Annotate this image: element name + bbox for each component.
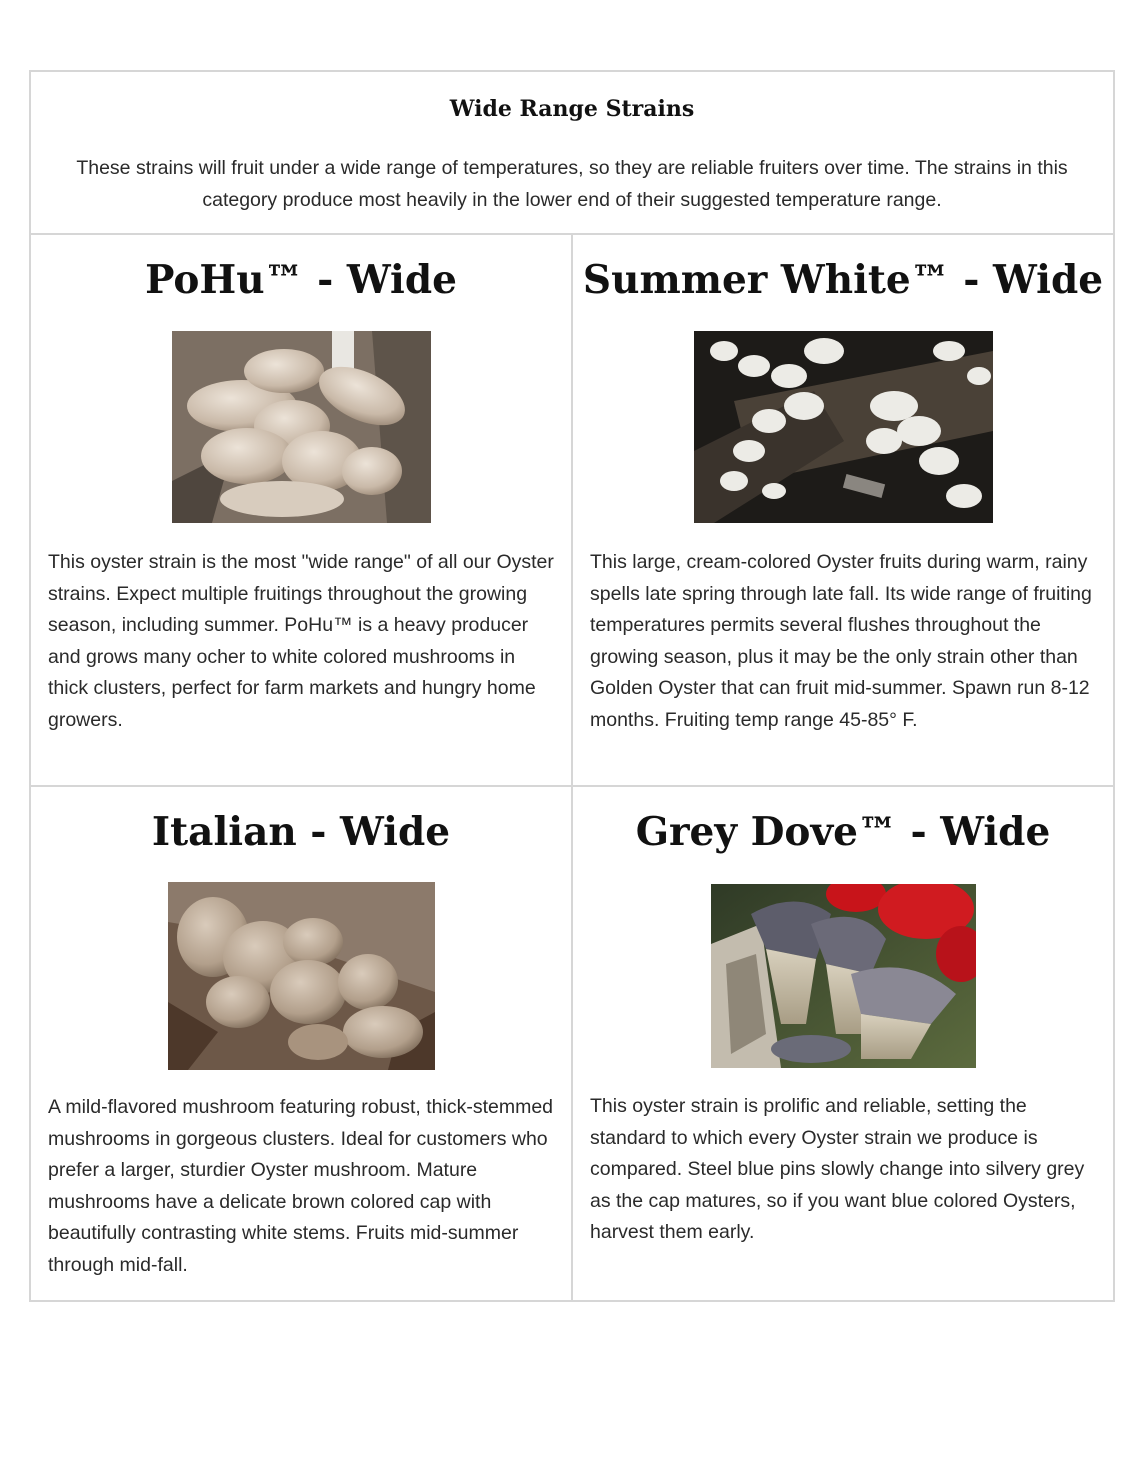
section-description: These strains will fruit under a wide range of temperatures, so they are reliable fruiters over time. The strains in this category produce most heavily in the lower end of their suggested temperature range. — [76, 157, 1068, 211]
strain-card-italian — [31, 787, 571, 1300]
mushroom-cluster-image — [172, 331, 431, 523]
mushroom-leaves-image — [168, 882, 435, 1070]
strain-photo — [694, 331, 993, 523]
strain-card-pohu — [31, 235, 571, 785]
strain-title: PoHu™ - Wide — [145, 257, 457, 303]
strain-description: This large, cream-colored Oyster fruits during warm, rainy spells late spring through late fall. Its wide range of fruiting temperatures permits several flushes throughout the growing season, plus it may be the only strain other than Golden Oyster that can fruit mid-summer. Spawn run 8-12 months. Fruiting temp range 45-85° F. — [590, 551, 1092, 731]
strain-card-grey-dove — [573, 787, 1113, 1300]
section-title: Wide Range Strains — [449, 96, 695, 122]
strain-description: This oyster strain is the most "wide range" of all our Oyster strains. Expect multiple fruitings throughout the growing season, including summer. PoHu™ is a heavy producer and grows many ocher to white colored mushrooms in thick clusters, perfect for farm markets and hungry home growers. — [48, 551, 554, 731]
strain-description: A mild-flavored mushroom featuring robust, thick-stemmed mushrooms in gorgeous clusters. Ideal for customers who prefer a larger, sturdier Oyster mushroom. Mature mushrooms have a delicate brown colored cap with beautifully contrasting white stems. Fruits mid-summer through mid-fall. — [48, 1096, 554, 1276]
strain-photo — [172, 331, 431, 523]
strain-table — [29, 70, 1115, 1302]
strain-description: This oyster strain is prolific and reliable, setting the standard to which every Oyster strain we produce is compared. Steel blue pins slowly change into silvery grey as the cap matures, so if you want blue colored Oysters, harvest them early. — [590, 1095, 1085, 1244]
grey-mushroom-image — [711, 884, 976, 1068]
strain-title: Italian - Wide — [151, 809, 451, 855]
mushroom-log-image — [694, 331, 993, 523]
strain-title: Grey Dove™ - Wide — [635, 809, 1051, 855]
strain-card-summer-white — [573, 235, 1113, 785]
strain-photo — [168, 882, 435, 1070]
strain-title: Summer White™ - Wide — [582, 257, 1104, 303]
section-header — [31, 72, 1113, 235]
strain-photo — [711, 884, 976, 1068]
